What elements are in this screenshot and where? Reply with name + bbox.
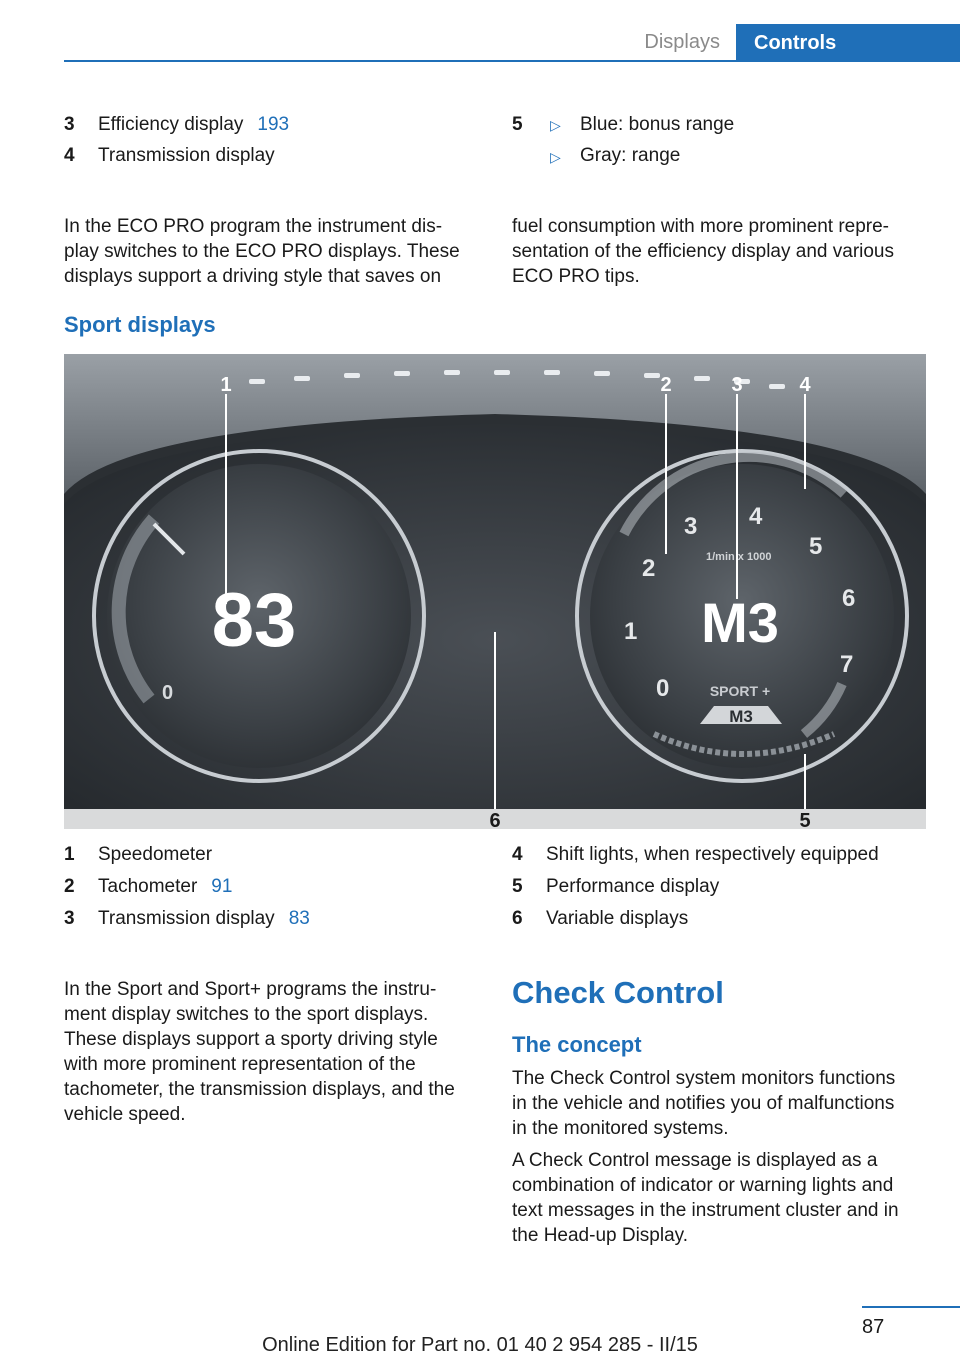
text-line: ment display switches to the sport displays. [64, 1004, 429, 1025]
tach-number: 1 [624, 618, 638, 645]
bullet-text: Blue: bonus range [580, 114, 735, 135]
text-line: in the monitored systems. [512, 1118, 729, 1139]
instrument-cluster-figure [64, 354, 926, 829]
legend-item [512, 842, 952, 867]
text-line: combination of indicator or warning lights and [512, 1175, 894, 1196]
section-heading-check-control: Check Control [512, 975, 724, 1010]
sport-paragraph [64, 977, 494, 1127]
callout-number: 3 [731, 374, 743, 396]
item-number: 6 [512, 908, 523, 929]
tach-number: 6 [842, 585, 856, 612]
callout-number: 2 [660, 374, 672, 396]
item-number: 5 [512, 876, 523, 897]
item-text: Transmission display [98, 908, 275, 929]
text-line: vehicle speed. [64, 1104, 186, 1125]
text-line: ECO PRO tips. [512, 266, 640, 287]
item-text: Shift lights, when respectively equipped [546, 844, 879, 865]
item-text: Performance display [546, 876, 720, 897]
footer-rule [862, 1306, 960, 1308]
speed-scale-zero: 0 [162, 682, 174, 704]
callout-number: 4 [799, 374, 811, 396]
item-number: 4 [64, 145, 75, 166]
text-line: sentation of the efficiency display and various [512, 241, 894, 262]
tach-number: 5 [809, 533, 823, 560]
item-number: 3 [64, 114, 75, 135]
item-number: 1 [64, 844, 75, 865]
text-line: the Head-up Display. [512, 1225, 689, 1246]
legend-item [64, 842, 484, 867]
item-text: Variable displays [546, 908, 689, 929]
text-line: displays support a driving style that saves on [64, 266, 442, 287]
page-reference-link[interactable]: 193 [257, 114, 290, 135]
item-number: 3 [64, 908, 75, 929]
tach-number: 3 [684, 513, 698, 540]
item-number: 2 [64, 876, 75, 897]
edition-footer: Online Edition for Part no. 01 40 2 954 285 - II/15 [262, 1334, 698, 1356]
legend-item [512, 874, 952, 899]
list-item [512, 112, 932, 168]
text-line: fuel consumption with more prominent repre- [512, 216, 890, 237]
legend-item [64, 906, 484, 931]
item-text: Efficiency display [98, 114, 244, 135]
text-line: The Check Control system monitors functions [512, 1068, 896, 1089]
header-chapter-tab[interactable]: Controls [736, 24, 960, 62]
tach-number: 2 [642, 555, 656, 582]
page-number: 87 [862, 1316, 885, 1338]
text-line: In the ECO PRO program the instrument dis- [64, 216, 443, 237]
text-line: text messages in the instrument cluster and in [512, 1200, 899, 1221]
tach-number: 4 [749, 503, 763, 530]
header-rule [64, 60, 960, 62]
triangle-bullet-icon: ▷ [550, 149, 561, 165]
legend-item [64, 874, 484, 899]
callout-number: 1 [220, 374, 232, 396]
item-text: Tachometer [98, 876, 198, 897]
callout-number: 5 [799, 810, 811, 829]
item-text: Speedometer [98, 844, 213, 865]
header-section-tab[interactable]: Displays [644, 31, 720, 53]
check-control-paragraph-1 [512, 1066, 952, 1141]
list-item [64, 112, 484, 137]
mode-gear-indicator: M3 [729, 707, 753, 726]
page-reference-link[interactable]: 83 [288, 908, 310, 929]
tach-number: 0 [656, 675, 670, 702]
text-line: in the vehicle and notifies you of malfunctions [512, 1093, 895, 1114]
speedometer-value: 83 [211, 578, 297, 663]
text-line: play switches to the ECO PRO displays. These [64, 241, 460, 262]
text-line: tachometer, the transmission displays, and the [64, 1079, 455, 1100]
tach-number: 7 [840, 651, 854, 678]
triangle-bullet-icon: ▷ [550, 117, 561, 133]
callout-number: 6 [489, 810, 501, 829]
bullet-text: Gray: range [580, 145, 681, 166]
item-text: Transmission display [98, 145, 275, 166]
eco-pro-paragraph-right [512, 214, 942, 289]
check-control-paragraph-2 [512, 1148, 952, 1248]
legend-item [512, 906, 952, 931]
subheading-the-concept: The concept [512, 1032, 642, 1057]
text-line: These displays support a sporty driving style [64, 1029, 438, 1050]
list-item [64, 143, 484, 168]
gear-indicator: M3 [701, 591, 779, 654]
page-reference-link[interactable]: 91 [211, 876, 233, 897]
text-line: A Check Control message is displayed as a [512, 1150, 878, 1171]
tach-unit-label: 1/min x 1000 [706, 551, 772, 563]
item-number: 5 [512, 114, 523, 135]
drive-mode-label: SPORT + [709, 683, 771, 699]
text-line: with more prominent representation of the [64, 1054, 416, 1075]
section-heading-sport-displays: Sport displays [64, 312, 216, 337]
item-number: 4 [512, 844, 523, 865]
text-line: In the Sport and Sport+ programs the instru- [64, 979, 437, 1000]
eco-pro-paragraph-left [64, 214, 494, 289]
